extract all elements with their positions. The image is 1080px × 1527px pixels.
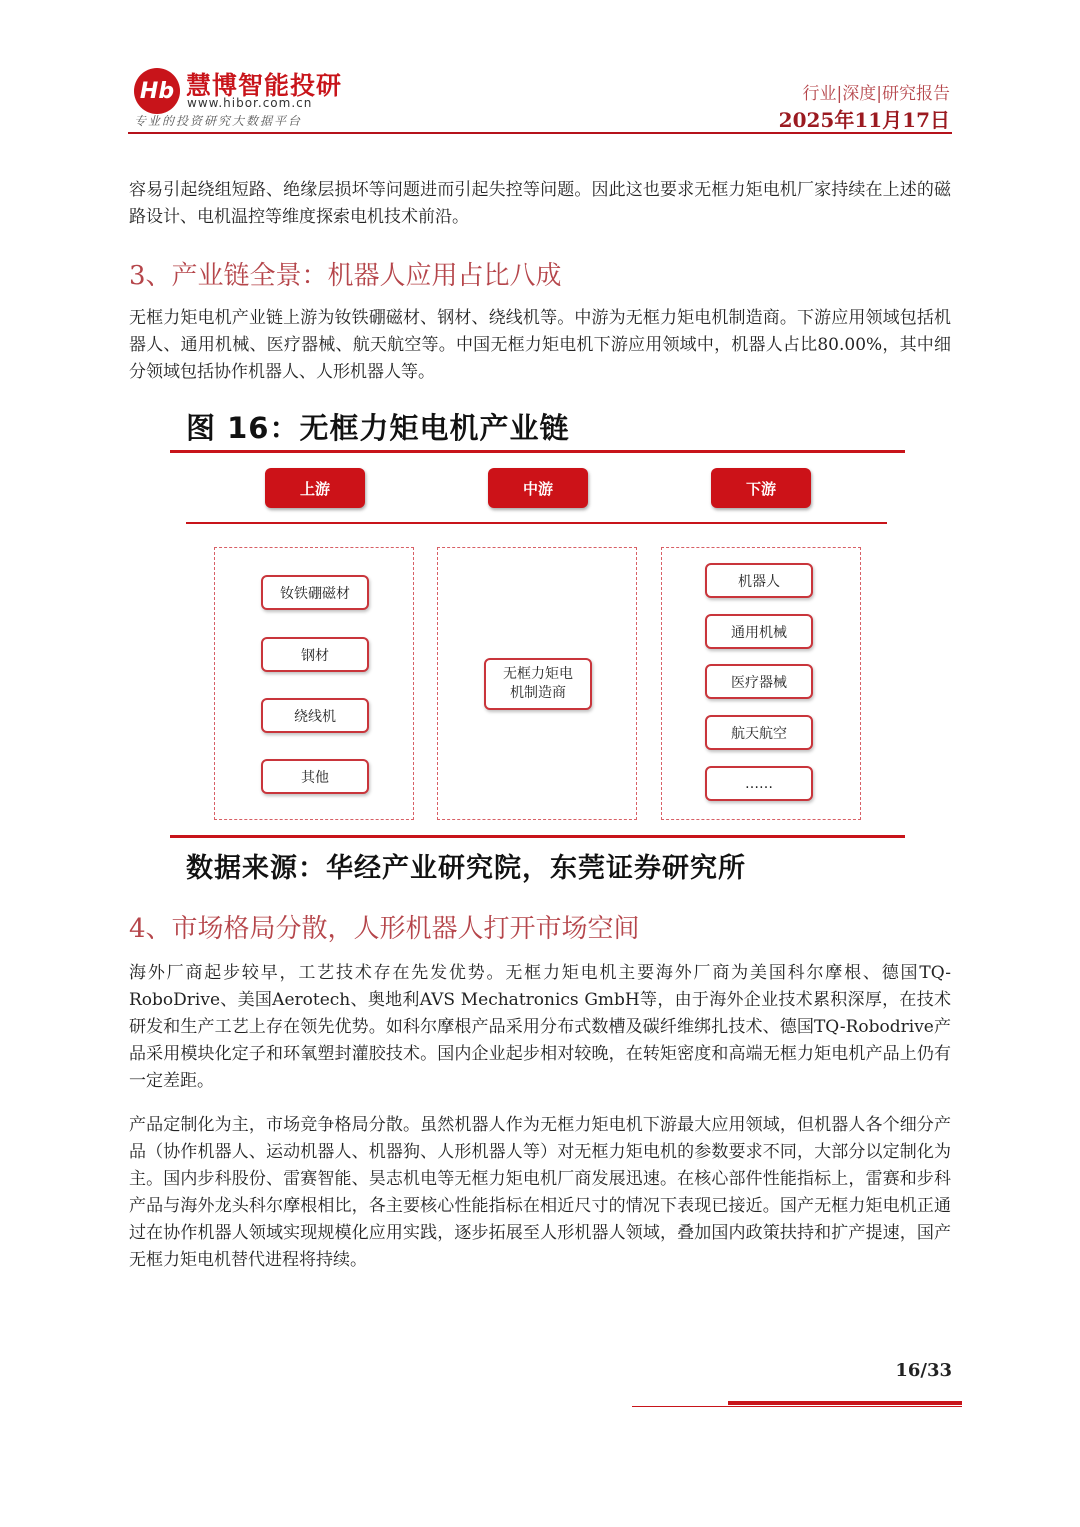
section-4-paragraph-2: 产品定制化为主，市场竞争格局分散。虽然机器人作为无框力矩电机下游最大应用领域，但机器人各个细分产品（协作机器人、运动机器人、机器狗、人形机器人等）对无框力矩电机的参数要求不同，大部分以定制化为主。国内步科股份、雷赛智能、昊志机电等无框力矩电机厂商发展迅速。在核心部件性能指标上，雷赛和步科产品与海外龙头科尔摩根相比，各主要核心性能指标在相近尺寸的情况下表现已接近。国产无框力矩电机正通过在协作机器人领域实现规模化应用实践，逐步拓展至人形机器人领域，叠加国内政策扶持和扩产提速，国产无框力矩电机替代进程将持续。 — [129, 1115, 951, 1270]
downstream-item: 医疗器械 — [705, 664, 813, 699]
upstream-item: 其他 — [261, 759, 369, 794]
section-4-paragraph-1: 海外厂商起步较早，工艺技术存在先发优势。无框力矩电机主要海外厂商为美国科尔摩根、德国TQ-RoboDrive、美国Aerotech、奥地利AVS Mechatronics GmbH等，由于海外企业技术累积深厚，在技术研发和生产工艺上存在领先优势。如科尔摩根产品采用分布式数槽及碳纤维绑扎技术、德国TQ-Robodrive产品采用模块化定子和环氧塑封灌胶技术。国内企业起步相对较晚，在转矩密度和高端无框力矩电机产品上仍有一定差距。 — [129, 963, 951, 1091]
downstream-item: …… — [705, 766, 813, 801]
section-3-heading: 3、产业链全景：机器人应用占比八成 — [129, 261, 562, 291]
figure-title: 图 16：无框力矩电机产业链 — [186, 411, 570, 445]
figure-bottom-rule — [170, 835, 905, 838]
upstream-item: 钕铁硼磁材 — [261, 575, 369, 610]
downstream-item: 通用机械 — [705, 614, 813, 649]
tier-divider — [186, 522, 887, 524]
tier-downstream: 下游 — [711, 468, 811, 508]
brand-name: 慧博智能投研 — [186, 71, 343, 100]
brand-logo-icon: Hb — [134, 68, 180, 114]
section-3-paragraph: 无框力矩电机产业链上游为钕铁硼磁材、钢材、绕线机等。中游为无框力矩电机制造商。下游应用领域包括机器人、通用机械、医疗器械、航天航空等。中国无框力矩电机下游应用领域中，机器人占比80.00%，其中细分领域包括协作机器人、人形机器人等。 — [129, 308, 951, 382]
intro-paragraph: 容易引起绕组短路、绝缘层损坏等问题进而引起失控等问题。因此这也要求无框力矩电机厂家持续在上述的磁路设计、电机温控等维度探索电机技术前沿。 — [129, 180, 951, 227]
figure-top-rule — [170, 450, 905, 453]
tier-midstream: 中游 — [488, 468, 588, 508]
midstream-item: 无框力矩电机制造商 — [484, 658, 592, 710]
brand-slogan: 专业的投资研究大数据平台 — [134, 114, 303, 128]
upstream-item: 绕线机 — [261, 698, 369, 733]
header-divider — [128, 132, 952, 134]
footer-rule-thick — [728, 1401, 962, 1405]
downstream-item: 机器人 — [705, 563, 813, 598]
footer-rule-thin — [632, 1406, 962, 1407]
tier-upstream: 上游 — [265, 468, 365, 508]
figure-source: 数据来源：华经产业研究院，东莞证券研究所 — [186, 853, 746, 884]
report-type: 行业|深度|研究报告 — [802, 84, 950, 104]
downstream-item: 航天航空 — [705, 715, 813, 750]
page-number: 16/33 — [895, 1360, 952, 1381]
section-4-heading: 4、市场格局分散，人形机器人打开市场空间 — [129, 914, 640, 944]
brand-url[interactable]: www.hibor.com.cn — [187, 96, 313, 110]
upstream-item: 钢材 — [261, 637, 369, 672]
report-date: 2025年11月17日 — [778, 108, 950, 132]
